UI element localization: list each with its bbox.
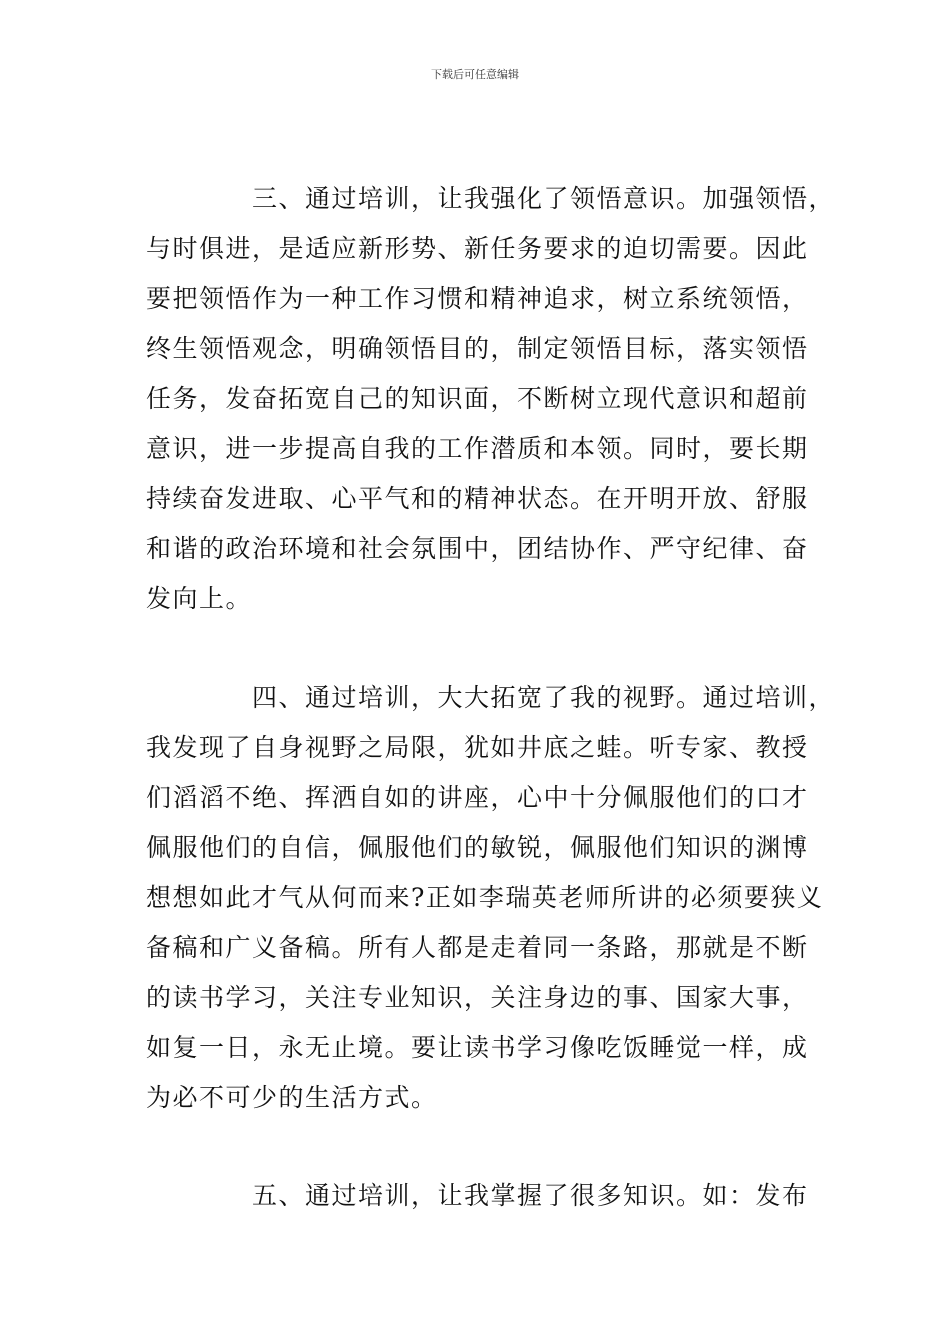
- paragraph-line: 终生领悟观念，明确领悟目的，制定领悟目标，落实领悟: [146, 334, 809, 363]
- paragraph-line: 意识，进一步提高自我的工作潜质和本领。同时，要长期: [146, 434, 809, 463]
- paragraph-line: 备稿和广义备稿。所有人都是走着同一条路，那就是不断: [146, 933, 809, 962]
- paragraph-line: 三、通过培训，让我强化了领悟意识。加强领悟，: [252, 184, 836, 213]
- paragraph-line: 与时俱进，是适应新形势、新任务要求的迫切需要。因此: [146, 234, 809, 263]
- paragraph-line: 的读书学习，关注专业知识，关注身边的事、国家大事，: [146, 983, 809, 1012]
- paragraph-line: 和谐的政治环境和社会氛围中，团结协作、严守纪律、奋: [146, 534, 809, 563]
- paragraph-line: 五、通过培训，让我掌握了很多知识。如：发布: [252, 1181, 809, 1210]
- paragraph-line: 持续奋发进取、心平气和的精神状态。在开明开放、舒服: [146, 484, 809, 513]
- paragraph-line: 任务，发奋拓宽自己的知识面，不断树立现代意识和超前: [146, 384, 809, 413]
- paragraph-line: 想想如此才气从何而来?正如李瑞英老师所讲的必须要狭义: [146, 883, 824, 912]
- paragraph-line: 发向上。: [146, 584, 253, 613]
- paragraph-line: 四、通过培训，大大拓宽了我的视野。通过培训，: [252, 683, 836, 712]
- paragraph-line: 佩服他们的自信，佩服他们的敏锐，佩服他们知识的渊博: [146, 833, 809, 862]
- paragraph-line: 要把领悟作为一种工作习惯和精神追求，树立系统领悟，: [146, 284, 809, 313]
- paragraph-line: 我发现了自身视野之局限，犹如井底之蛙。听专家、教授: [146, 733, 809, 762]
- page-header: 下载后可任意编辑: [431, 68, 519, 81]
- paragraph-line: 为必不可少的生活方式。: [146, 1083, 438, 1112]
- paragraph-line: 们滔滔不绝、挥洒自如的讲座，心中十分佩服他们的口才: [146, 783, 809, 812]
- paragraph-line: 如复一日，永无止境。要让读书学习像吃饭睡觉一样，成: [146, 1033, 809, 1062]
